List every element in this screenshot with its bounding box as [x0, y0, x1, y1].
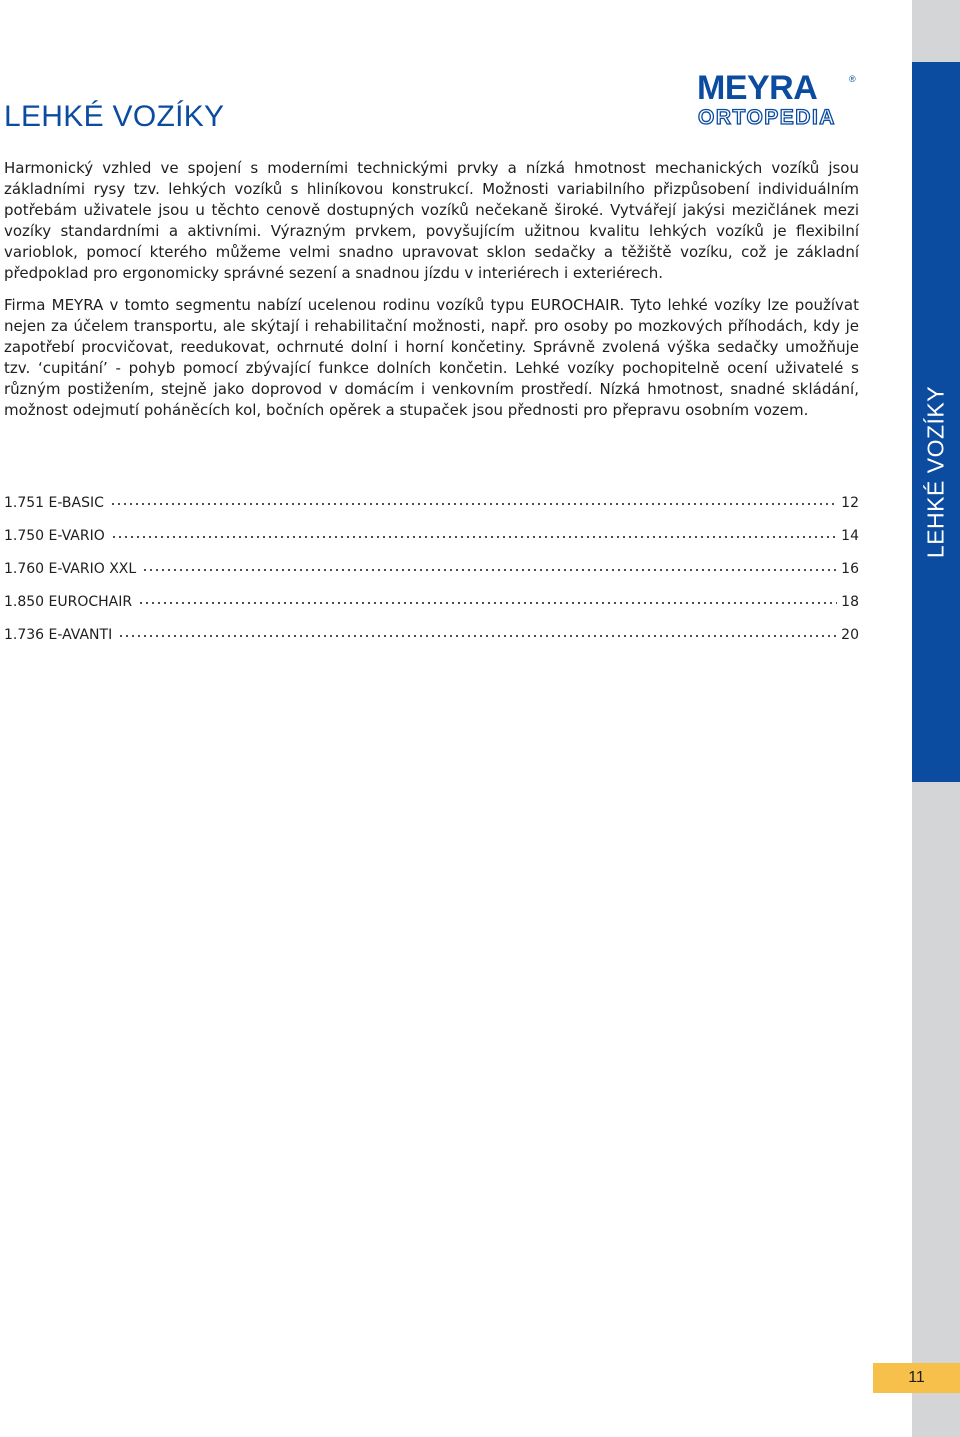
toc-leader-dots: [142, 553, 837, 573]
toc-leader-dots: [110, 487, 837, 507]
section-tab-label: LEHKÉ VOZÍKY: [922, 385, 949, 559]
toc-leader-dots: [138, 586, 837, 606]
toc-entry-label: 1.850 EUROCHAIR: [4, 594, 133, 610]
toc-entry-e-avanti[interactable]: [4, 619, 859, 652]
intro-paragraph-1: Harmonický vzhled ve spojení s moderními technickými prvky a nízká hmotnost mechanických vozíků jsou základními rysy tzv. lehkých vozíků s hliníkovou konstrukcí. Možnosti variabilního přizpůsobení individuálním potřebám uživatele jsou u těchto cenově dostupných vozíků nečekaně široké. Vytvářejí jakýsi mezičlánek mezi vozíky standardními a aktivními. Výrazným prvkem, povyšujícím užitnou kvalitu lehkých vozíků je flexibilní varioblok, pomocí kterého můžeme velmi snadno upravovat sklon sedačky a těžiště vozíku, což je základní předpoklad pro ergonomicky správné sezení a snadnou jízdu v interiérech i exteriérech.: [4, 159, 859, 282]
page-title: LEHKÉ VOZÍKY: [4, 100, 225, 133]
toc-entry-page: 20: [841, 627, 859, 643]
intro-text: [4, 158, 859, 432]
logo-brand: MEYRA: [697, 69, 818, 107]
toc-entry-page: 16: [841, 561, 859, 577]
logo-subbrand: ORTOPEDIA: [698, 106, 836, 129]
toc-entry-e-basic[interactable]: [4, 487, 859, 520]
toc-entry-page: 14: [841, 528, 859, 544]
toc-leader-dots: [118, 619, 837, 639]
toc-leader-dots: [111, 520, 837, 540]
toc-entry-label: 1.750 E-VARIO: [4, 528, 105, 544]
toc-entry-e-vario[interactable]: [4, 520, 859, 553]
toc-entry-page: 18: [841, 594, 859, 610]
table-of-contents: [4, 487, 859, 652]
toc-entry-eurochair[interactable]: [4, 586, 859, 619]
toc-entry-e-vario-xxl[interactable]: [4, 553, 859, 586]
page-number: 11: [873, 1363, 960, 1393]
toc-entry-label: 1.736 E-AVANTI: [4, 627, 113, 643]
toc-entry-label: 1.751 E-BASIC: [4, 495, 104, 511]
toc-entry-page: 12: [841, 495, 859, 511]
toc-entry-label: 1.760 E-VARIO XXL: [4, 561, 137, 577]
logo-registered-mark: ®: [849, 74, 856, 84]
meyra-logo: [697, 70, 862, 132]
intro-paragraph-2: Firma MEYRA v tomto segmentu nabízí ucelenou rodinu vozíků typu EUROCHAIR. Tyto lehké vozíky lze používat nejen za účelem transportu, ale skýtají i rehabilitační možnosti, např. pro osoby po mozkových příhodách, kdy je zapotřebí procvičovat, reedukovat, ochrnuté dolní i horní končetiny. Správně zvolená výška sedačky umožňuje tzv. ‘cupitání’ - pohyb pomocí zbývající funkce dolních končetin. Lehké vozíky pochopitelně ocení uživatelé s různým postižením, stejně jako doprovod v domácím i venkovním prostředí. Nízká hmotnost, snadné skládání, možnost odejmutí poháněcích kol, bočních opěrek a stupaček jsou přednosti pro přepravu osobním vozem.: [4, 296, 859, 419]
